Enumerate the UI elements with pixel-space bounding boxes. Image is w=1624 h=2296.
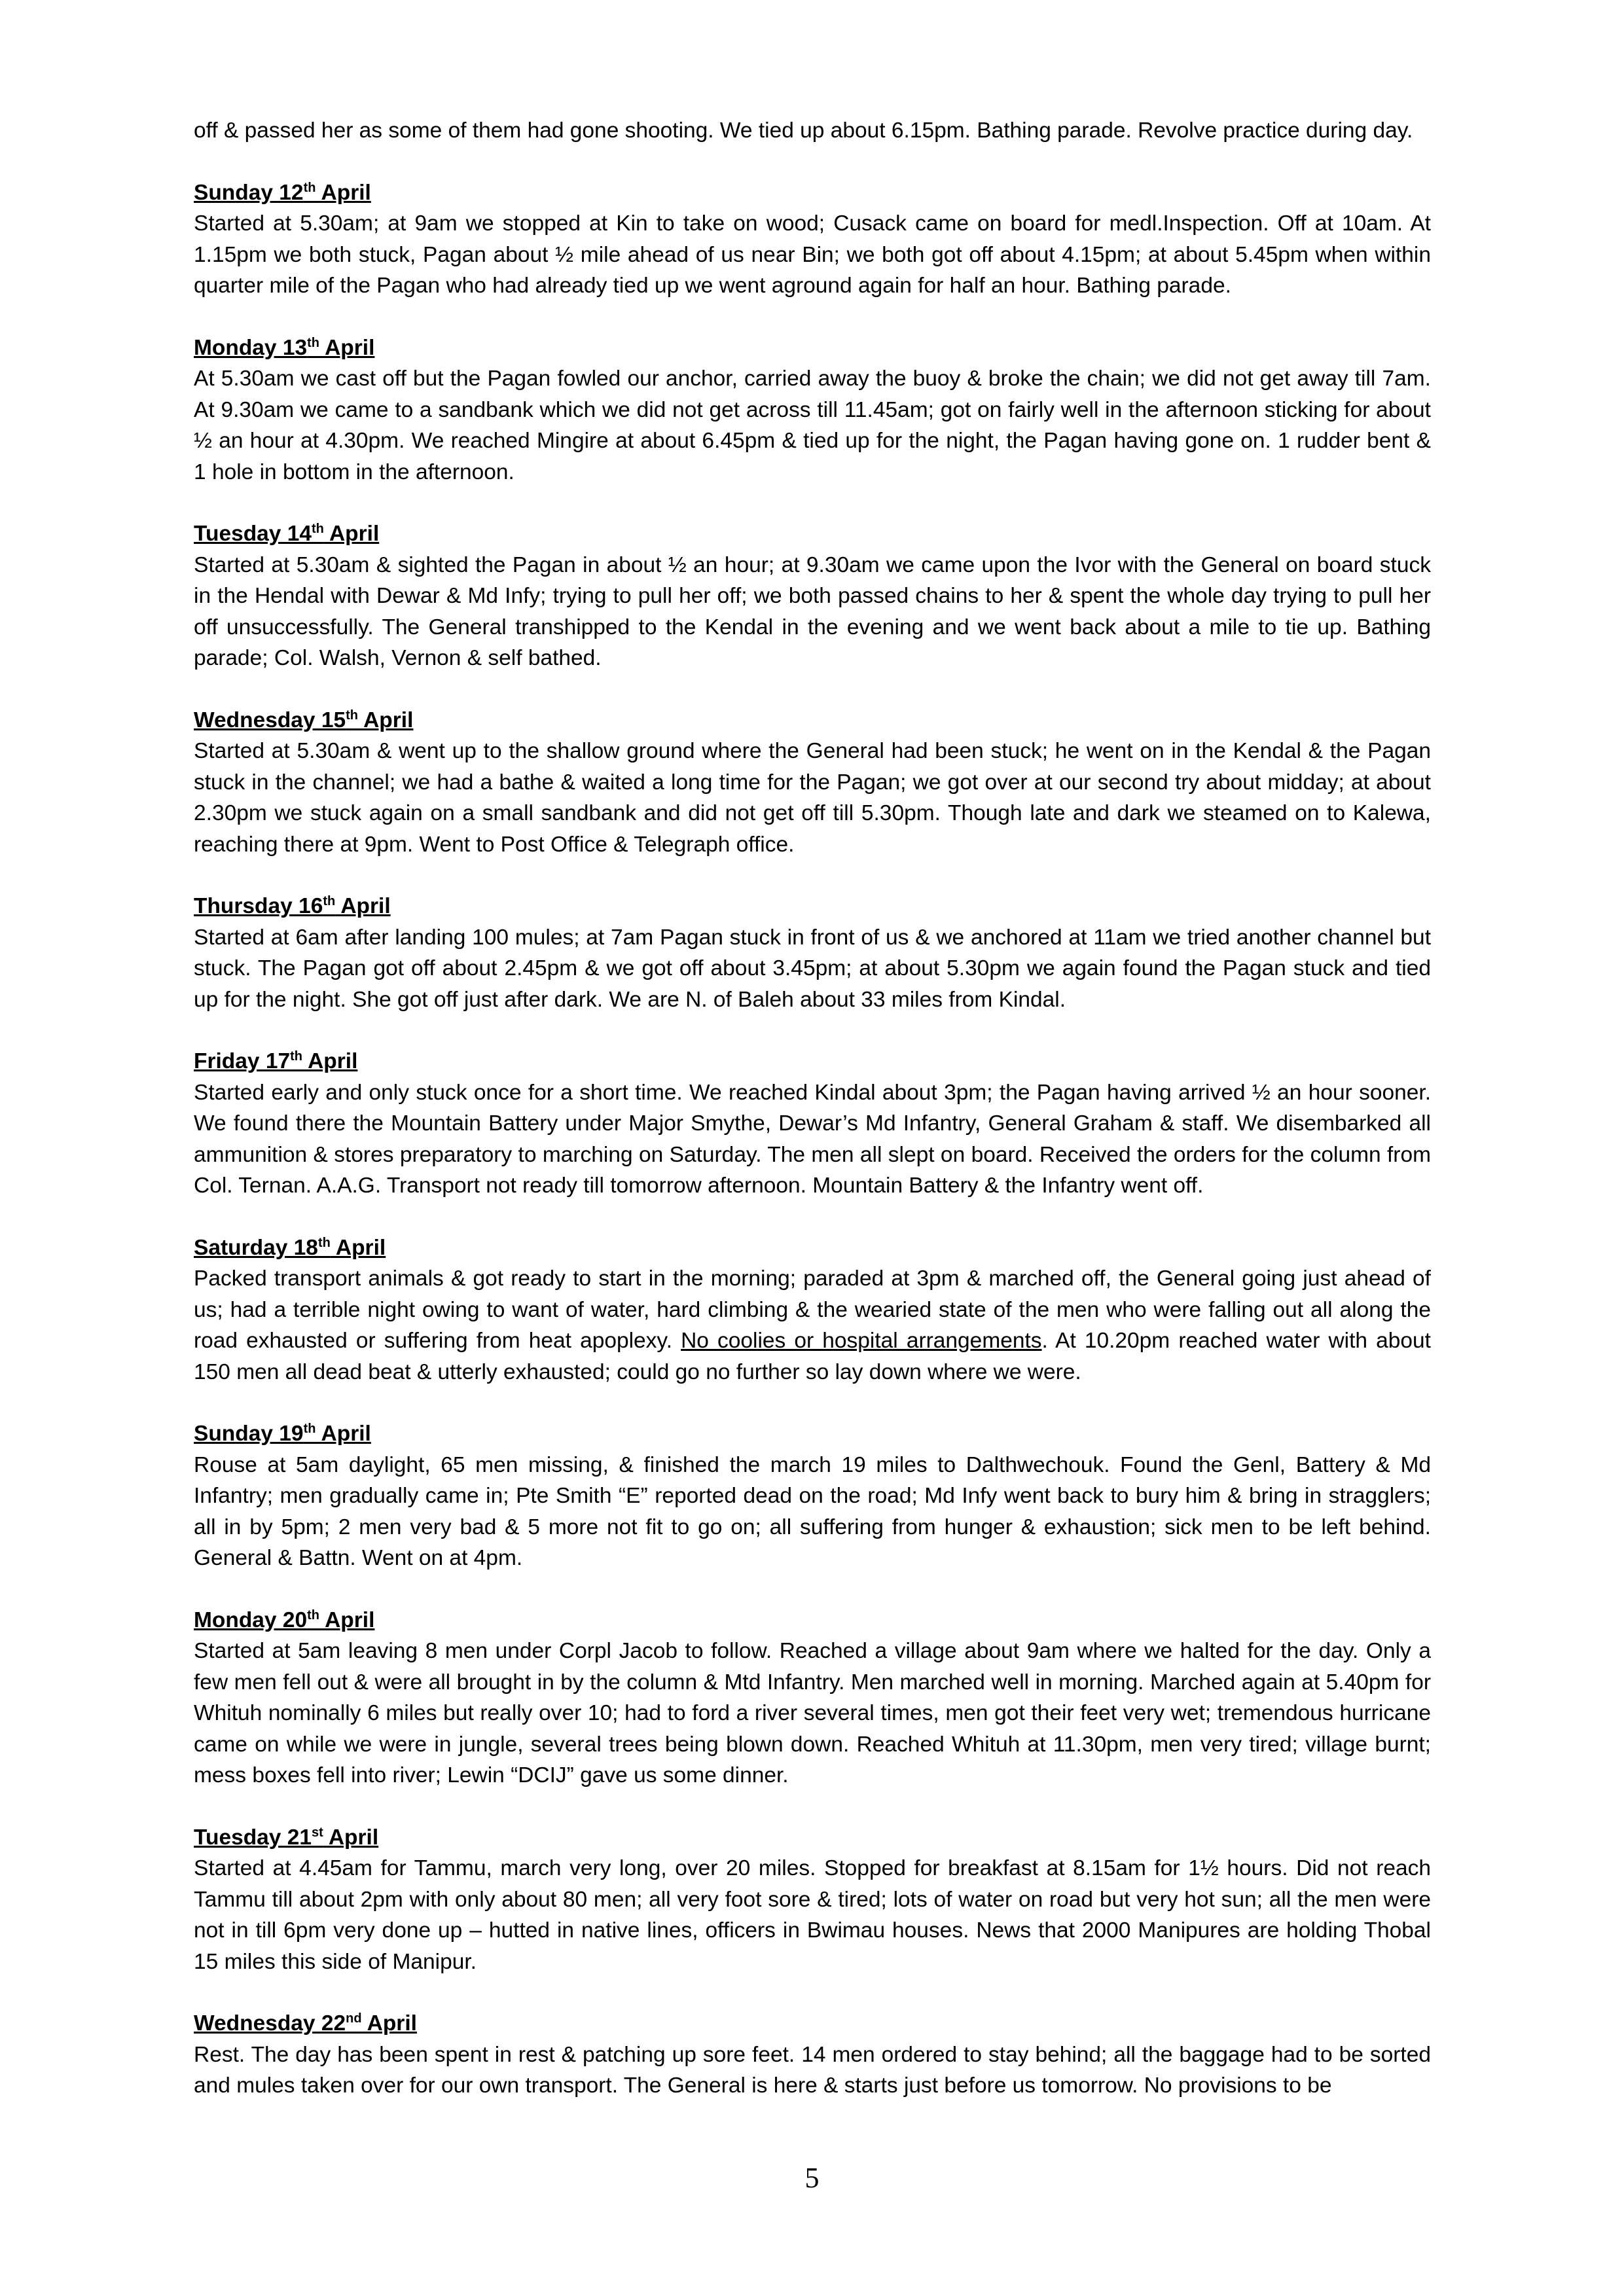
entry-text: At 5.30am we cast off but the Pagan fowled our anchor, carried away the buoy & broke the chain; we did not get away till 7am. At 9.30am we came to a sandbank which we did not get across till 11.45am; got on fairly well in the afternoon sticking for about ½ an hour at 4.30pm. We reached Mingire at about 6.45pm & tied up for the night, the Pagan having gone on. 1 rudder bent & 1 hole in bottom in the afternoon.	[194, 367, 1431, 484]
entry-date: Sunday 12th April	[194, 180, 371, 205]
entry-date: Thursday 16th April	[194, 893, 391, 918]
diary-entry	[194, 2008, 1431, 2102]
diary-entry	[194, 332, 1431, 488]
diary-entry	[194, 705, 1431, 861]
entry-date: Sunday 19th April	[194, 1421, 371, 1446]
underlined-remark: No coolies or hospital arrangements	[681, 1329, 1042, 1353]
diary-page	[194, 115, 1431, 2102]
diary-entry	[194, 1605, 1431, 1791]
entry-date: Wednesday 15th April	[194, 708, 414, 732]
entry-text: Rest. The day has been spent in rest & patching up sore feet. 14 men ordered to stay behind; all the baggage had to be sorted and mules taken over for our own transport. The General is here & starts just before us tomorrow. No provisions to be	[194, 2042, 1431, 2098]
diary-entry	[194, 1418, 1431, 1574]
entry-text: Started early and only stuck once for a short time. We reached Kindal about 3pm; the Pagan having arrived ½ an hour sooner. We found there the Mountain Battery under Major Smythe, Dewar’s Md Infantry, General Graham & staff. We disembarked all ammunition & stores preparatory to marching on Saturday. The men all slept on board. Received the orders for the column from Col. Ternan. A.A.G. Transport not ready till tomorrow afternoon. Mountain Battery & the Infantry went off.	[194, 1080, 1431, 1198]
page-number: 5	[804, 2162, 820, 2194]
intro-paragraph: off & passed her as some of them had gone shooting. We tied up about 6.15pm. Bathing parade. Revolve practice during day.	[194, 118, 1413, 143]
entry-date: Saturday 18th April	[194, 1235, 386, 1260]
entry-text: Packed transport animals & got ready to start in the morning; paraded at 3pm & marched off, the General going just ahead of us; had a terrible night owing to want of water, hard climbing & the wearied state of the men who were falling out all along the road exhausted or suffering from heat apoplexy. No coolies or hospital arrangements. At 10.20pm reached water with about 150 men all dead beat & utterly exhausted; could go no further so lay down where we were.	[194, 1266, 1431, 1384]
entry-text: Started at 5.30am & went up to the shallow ground where the General had been stuck; he went on in the Kendal & the Pagan stuck in the channel; we had a bathe & waited a long time for the Pagan; we got over at our second try about midday; at about 2.30pm we stuck again on a small sandbank and did not get off till 5.30pm. Though late and dark we steamed on to Kalewa, reaching there at 9pm. Went to Post Office & Telegraph office.	[194, 739, 1431, 857]
entry-date: Wednesday 22nd April	[194, 2011, 417, 2036]
entry-text: Started at 5am leaving 8 men under Corpl Jacob to follow. Reached a village about 9am where we halted for the day. Only a few men fell out & were all brought in by the column & Mtd Infantry. Men marched well in morning. Marched again at 5.40pm for Whituh nominally 6 miles but really over 10; had to ford a river several times, men got their feet very wet; tremendous hurricane came on while we were in jungle, several trees being blown down. Reached Whituh at 11.30pm, men very tired; village burnt; mess boxes fell into river; Lewin “DCIJ” gave us some dinner.	[194, 1639, 1431, 1787]
diary-entry	[194, 1822, 1431, 1978]
diary-entry	[194, 177, 1431, 302]
entry-text: Rouse at 5am daylight, 65 men missing, & finished the march 19 miles to Dalthwechouk. Found the Genl, Battery & Md Infantry; men gradually came in; Pte Smith “E” reported dead on the road; Md Infy went back to bury him & bring in stragglers; all in by 5pm; 2 men very bad & 5 more not fit to go on; all suffering from hunger & exhaustion; sick men to be left behind. General & Battn. Went on at 4pm.	[194, 1452, 1431, 1570]
diary-entry	[194, 1232, 1431, 1388]
entry-date: Tuesday 21st April	[194, 1825, 379, 1850]
entry-text: Started at 4.45am for Tammu, march very long, over 20 miles. Stopped for breakfast at 8.15am for 1½ hours. Did not reach Tammu till about 2pm with only about 80 men; all very foot sore & tired; lots of water on road but very hot sun; all the men were not in till 6pm very done up – hutted in native lines, officers in Bwimau houses. News that 2000 Manipures are holding Thobal 15 miles this side of Manipur.	[194, 1856, 1431, 1974]
entry-date: Monday 13th April	[194, 335, 375, 360]
entry-date: Monday 20th April	[194, 1607, 375, 1632]
entry-date: Friday 17th April	[194, 1049, 358, 1073]
entry-date: Tuesday 14th April	[194, 521, 380, 546]
diary-entry	[194, 518, 1431, 674]
entry-text: Started at 5.30am & sighted the Pagan in about ½ an hour; at 9.30am we came upon the Ivor with the General on board stuck in the Hendal with Dewar & Md Infy; trying to pull her off; we both passed chains to her & spent the whole day trying to pull her off unsuccessfully. The General transhipped to the Kendal in the evening and we went back about a mile to tie up. Bathing parade; Col. Walsh, Vernon & self bathed.	[194, 552, 1431, 670]
entry-text: Started at 6am after landing 100 mules; at 7am Pagan stuck in front of us & we anchored at 11am we tried another channel but stuck. The Pagan got off about 2.45pm & we got off about 3.45pm; at about 5.30pm we again found the Pagan stuck and tied up for the night. She got off just after dark. We are N. of Baleh about 33 miles from Kindal.	[194, 925, 1431, 1012]
diary-entry	[194, 1046, 1431, 1202]
entry-text: Started at 5.30am; at 9am we stopped at Kin to take on wood; Cusack came on board for medl.Inspection. Off at 10am. At 1.15pm we both stuck, Pagan about ½ mile ahead of us near Bin; we both got off about 4.15pm; at about 5.45pm when within quarter mile of the Pagan who had already tied up we went aground again for half an hour. Bathing parade.	[194, 211, 1431, 298]
diary-entry	[194, 891, 1431, 1015]
